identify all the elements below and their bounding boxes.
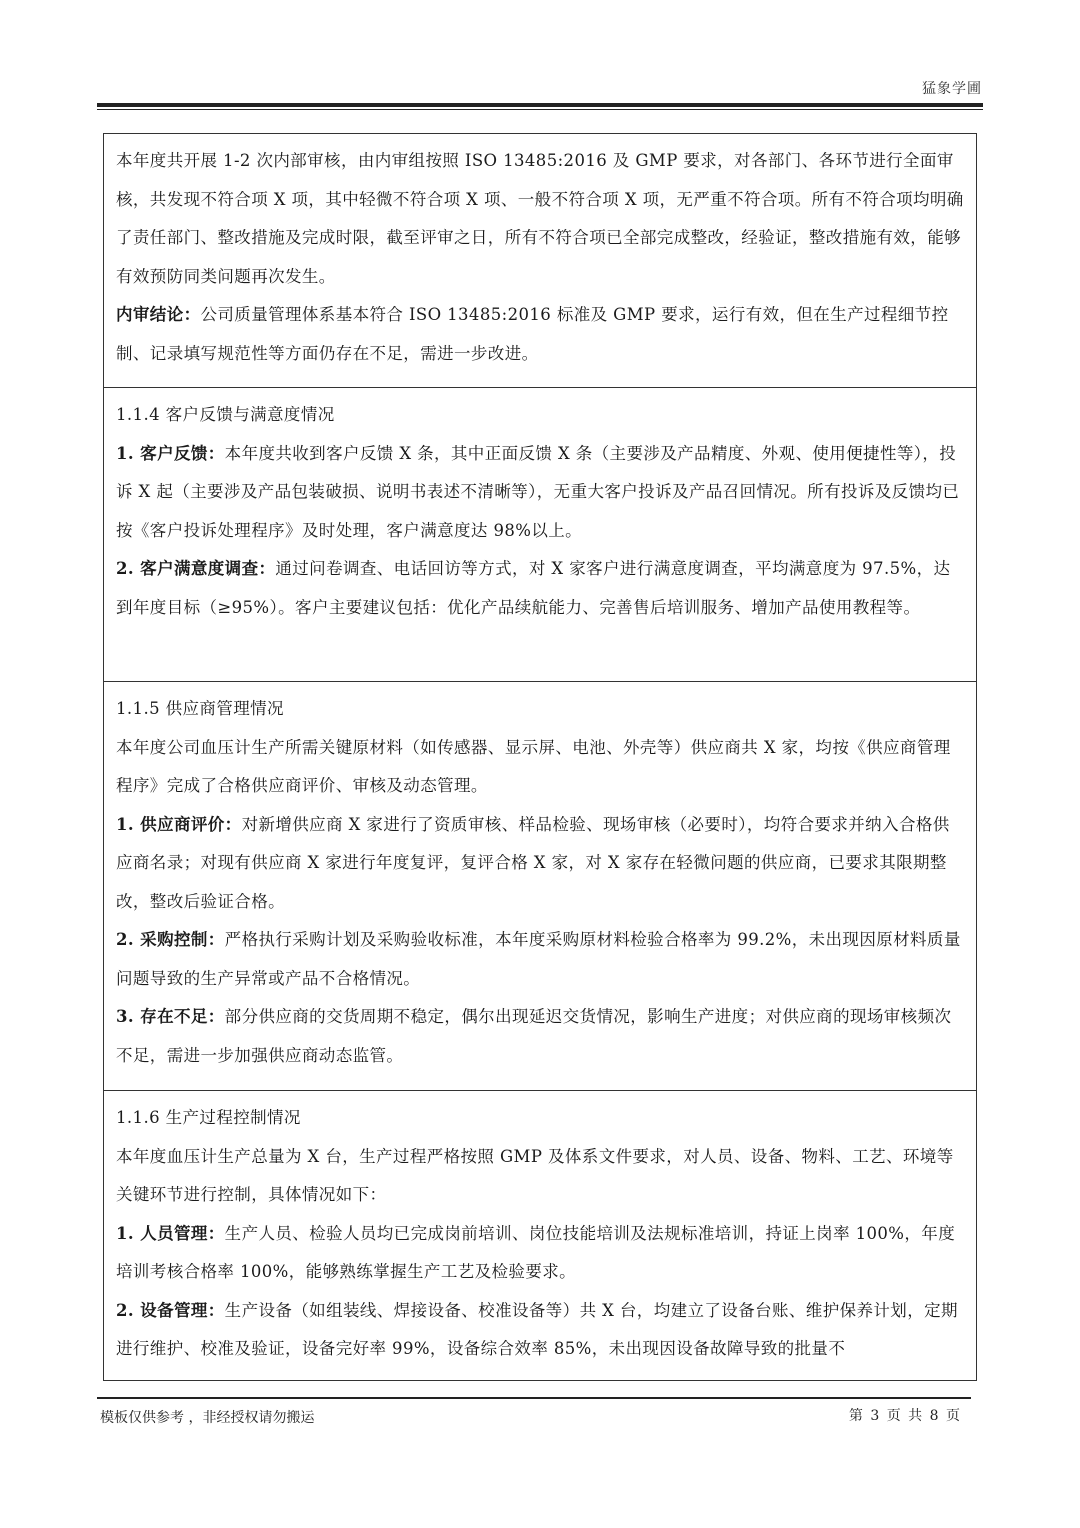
supplier-evaluation-label: 1. 供应商评价： xyxy=(116,814,242,834)
equipment-management-item xyxy=(116,1292,966,1369)
personnel-management-label: 1. 人员管理： xyxy=(116,1223,225,1243)
customer-feedback-cell xyxy=(104,387,976,681)
supplier-shortcomings-text: 部分供应商的交货周期不稳定，偶尔出现延迟交货情况，影响生产进度；对供应商的现场审核频次不足，需进一步加强供应商动态监管。 xyxy=(116,1007,952,1065)
supplier-evaluation-item xyxy=(116,806,966,922)
procurement-control-item xyxy=(116,921,966,998)
supplier-evaluation-text: 对新增供应商 X 家进行了资质审核、样品检验、现场审核（必要时），均符合要求并纳入合格供应商名录；对现有供应商 X 家进行年度复评，复评合格 X 家，对 X 家存在轻微问题的供应商，已要求其限期整改，整改后验证合格。 xyxy=(116,814,950,911)
audit-conclusion-text: 公司质量管理体系基本符合 ISO 13485:2016 标准及 GMP 要求，运行有效，但在生产过程细节控制、记录填写规范性等方面仍存在不足，需进一步改进。 xyxy=(116,305,949,363)
header-rule-thin xyxy=(97,109,983,110)
customer-feedback-item xyxy=(116,435,966,551)
equipment-management-text: 生产设备（如组装线、焊接设备、校准设备等）共 X 台，均建立了设备台账、维护保养计划，定期进行维护、校准及验证，设备完好率 99%，设备综合效率 85%，未出现因设备故障导致的批量不 xyxy=(116,1300,958,1358)
report-table xyxy=(103,133,977,1381)
section-heading-customer: 1.1.4 客户反馈与满意度情况 xyxy=(116,405,335,424)
header-title: 猛象学圃 xyxy=(922,81,982,97)
supplier-management-cell xyxy=(104,681,976,1090)
supplier-shortcomings-item xyxy=(116,998,966,1075)
audit-paragraph: 本年度共开展 1-2 次内部审核，由内审组按照 ISO 13485:2016 及 GMP 要求，对各部门、各环节进行全面审核，共发现不符合项 X 项，其中轻微不符合项 X 项、一般不符合项 X 项，无严重不符合项。所有不符合项均明确了责任部门、整改措施及完成时限，截至评审之日，所有不符合项已全部完成整改，经验证，整改措施有效，能够有效预防同类问题再次发生。 xyxy=(116,151,964,286)
procurement-control-text: 严格执行采购计划及采购验收标准，本年度采购原材料检验合格率为 99.2%，未出现因原材料质量问题导致的生产异常或产品不合格情况。 xyxy=(116,930,961,988)
footer-disclaimer: 模板仅供参考 ，非经授权请勿搬运 xyxy=(100,1410,315,1426)
section-heading-supplier: 1.1.5 供应商管理情况 xyxy=(116,699,284,718)
supplier-intro: 本年度公司血压计生产所需关键原材料（如传感器、显示屏、电池、外壳等）供应商共 X 家，均按《供应商管理程序》完成了合格供应商评价、审核及动态管理。 xyxy=(116,737,951,795)
internal-audit-cell xyxy=(104,134,976,387)
customer-feedback-label: 1. 客户反馈： xyxy=(116,443,225,463)
personnel-management-item xyxy=(116,1215,966,1292)
equipment-management-label: 2. 设备管理： xyxy=(116,1300,225,1320)
supplier-shortcomings-label: 3. 存在不足： xyxy=(116,1007,225,1026)
customer-feedback-text: 本年度共收到客户反馈 X 条，其中正面反馈 X 条（主要涉及产品精度、外观、使用便捷性等），投诉 X 起（主要涉及产品包装破损、说明书表述不清晰等），无重大客户投诉及产品召回情况。所有投诉及反馈均已按《客户投诉处理程序》及时处理，客户满意度达 98%以上。 xyxy=(116,443,960,540)
header-rule-thick xyxy=(97,103,983,107)
satisfaction-survey-label: 2. 客户满意度调查： xyxy=(116,559,276,578)
audit-conclusion-label: 内审结论： xyxy=(116,305,201,324)
production-intro: 本年度血压计生产总量为 X 台，生产过程严格按照 GMP 及体系文件要求，对人员、设备、物料、工艺、环境等关键环节进行控制，具体情况如下： xyxy=(116,1146,954,1204)
procurement-control-label: 2. 采购控制： xyxy=(116,930,225,949)
satisfaction-survey-item xyxy=(116,550,966,627)
personnel-management-text: 生产人员、检验人员均已完成岗前培训、岗位技能培训及法规标准培训，持证上岗率 100%，年度培训考核合格率 100%，能够熟练掌握生产工艺及检验要求。 xyxy=(116,1223,956,1281)
satisfaction-survey-text: 通过问卷调查、电话回访等方式，对 X 家客户进行满意度调查，平均满意度为 97.5%，达到年度目标（≥95%）。客户主要建议包括：优化产品续航能力、完善售后培训服务、增加产品使用教程等。 xyxy=(116,559,951,617)
production-control-cell xyxy=(104,1090,976,1380)
audit-conclusion xyxy=(116,296,966,373)
footer-rule xyxy=(97,1397,971,1399)
page-number: 第 3 页 共 8 页 xyxy=(848,1408,960,1424)
section-heading-production: 1.1.6 生产过程控制情况 xyxy=(116,1108,301,1127)
